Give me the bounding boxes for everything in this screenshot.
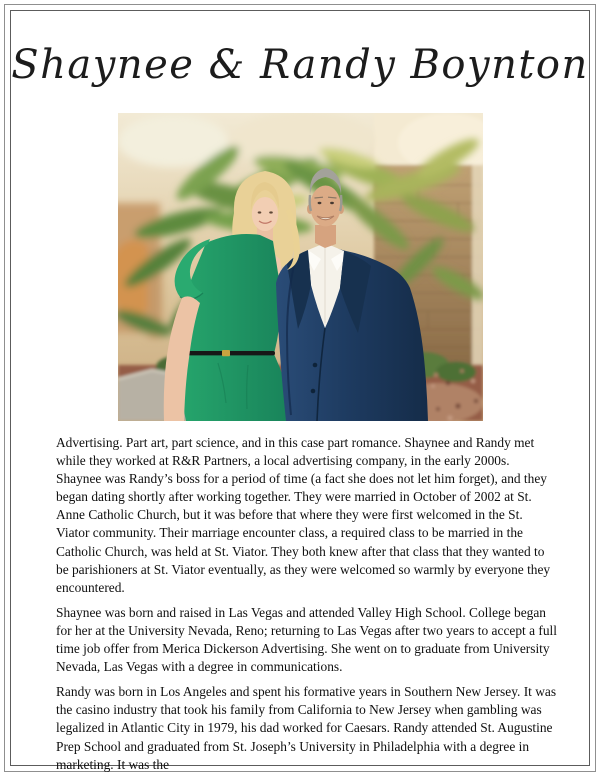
body-paragraph-2: Shaynee was born and raised in Las Vegas and attended Valley High School. College began for her at the University Nevada, Reno; returning to Las Vegas after two years to accept a full time job offer from Merica Dickerson Advertising. She went on to graduate from University Nevada, Las Vegas with a degree in communications. <box>56 604 557 675</box>
body-paragraph-1: Advertising. Part art, part science, and in this case part romance. Shaynee and Randy met while they worked at R&R Partners, a local advertising company, in the early 2000s. Shaynee was Randy’s boss for a period of time (a fact she does not let him forget), and they began dating shortly after working together. They were married in October of 2002 at St. Anne Catholic Church, but it was before that where they were first welcomed in the St. Viator community. Their marriage encounter class, a required class to be married in the Catholic Church, was held at St. Viator. They both knew after that class that they wanted to be parishioners at St. Viator eventually, as they were welcomed so warmly by everyone they encountered. <box>56 435 551 595</box>
woman-face <box>252 197 278 231</box>
biography-text <box>56 434 558 781</box>
belt-buckle <box>222 350 230 356</box>
page-title: Shaynee & Randy Boynton <box>11 42 589 88</box>
body-paragraph-3: Randy was born in Los Angeles and spent his formative years in Southern New Jersey. It was the casino industry that took his family from California to New Jersey when gambling was legalized in Atlantic City in 1979, his dad worked for Caesars. Randy attended St. Augustine Prep School and graduated from St. Joseph’s University in Philadelphia with a degree in marketing. It was the <box>56 684 557 772</box>
couple-photo <box>118 113 483 421</box>
suit-button <box>311 389 316 394</box>
man-face <box>310 186 341 227</box>
couple-photo-illustration <box>118 113 483 421</box>
suit-button <box>313 363 318 368</box>
